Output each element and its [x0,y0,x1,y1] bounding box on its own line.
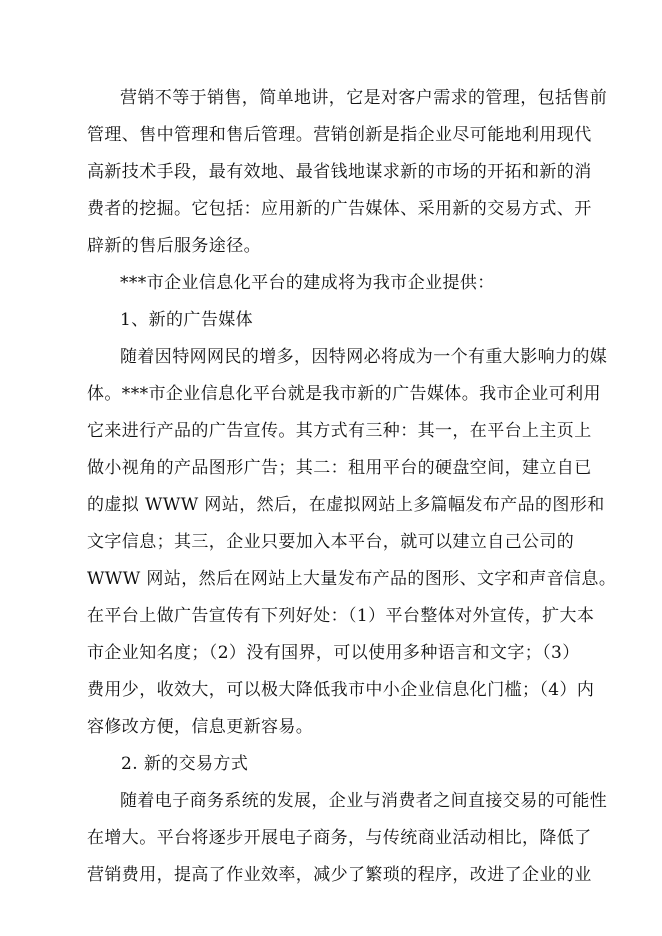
paragraph-2-line-3: 它来进行产品的广告宣传。其方式有三种：其一，在平台上主页上 [87,421,592,441]
paragraph-2-line-7: WWW 网站，然后在网站上大量发布产品的图形、文字和声音信息。 [87,569,617,589]
intro-line: ***市企业信息化平台的建成将为我市企业提供： [120,273,495,293]
paragraph-1-line-1: 营销不等于销售，简单地讲，它是对客户需求的管理，包括售前 [120,88,608,108]
section-heading-2: 2. 新的交易方式 [121,754,249,774]
paragraph-1-line-2: 管理、售中管理和售后管理。营销创新是指企业尽可能地利用现代 [87,125,592,145]
paragraph-1-line-3: 高新技术手段，最有效地、最省钱地谋求新的市场的开拓和新的消 [87,162,592,182]
paragraph-2-line-1: 随着因特网网民的增多，因特网必将成为一个有重大影响力的媒 [120,347,608,367]
paragraph-2-line-6: 文字信息；其三，企业只要加入本平台，就可以建立自己公司的 [87,532,575,552]
paragraph-2-line-2: 体。***市企业信息化平台就是我市新的广告媒体。我市企业可利用 [87,384,601,404]
section-heading-1: 1、新的广告媒体 [120,310,254,330]
paragraph-1-line-4: 费者的挖掘。它包括：应用新的广告媒体、采用新的交易方式、开 [87,199,592,219]
paragraph-3-line-1: 随着电子商务系统的发展，企业与消费者之间直接交易的可能性 [120,791,608,811]
paragraph-3-line-3: 营销费用，提高了作业效率，减少了繁琐的程序，改进了企业的业 [87,865,592,885]
paragraph-2-line-5: 的虚拟 WWW 网站，然后，在虚拟网站上多篇幅发布产品的图形和 [87,495,605,515]
paragraph-2-line-8: 在平台上做广告宣传有下列好处：（1）平台整体对外宣传，扩大本 [87,606,595,626]
paragraph-2-line-9: 市企业知名度；（2）没有国界，可以使用多种语言和文字；（3） [87,643,580,663]
paragraph-2-line-10: 费用少，收效大，可以极大降低我市中小企业信息化门槛；（4）内 [87,680,595,700]
paragraph-1-line-5: 辟新的售后服务途径。 [87,236,261,256]
paragraph-2-line-11: 容修改方便，信息更新容易。 [87,717,314,737]
paragraph-2-line-4: 做小视角的产品图形广告；其二：租用平台的硬盘空间，建立自已 [87,458,592,478]
paragraph-3-line-2: 在增大。平台将逐步开展电子商务，与传统商业活动相比，降低了 [87,828,592,848]
